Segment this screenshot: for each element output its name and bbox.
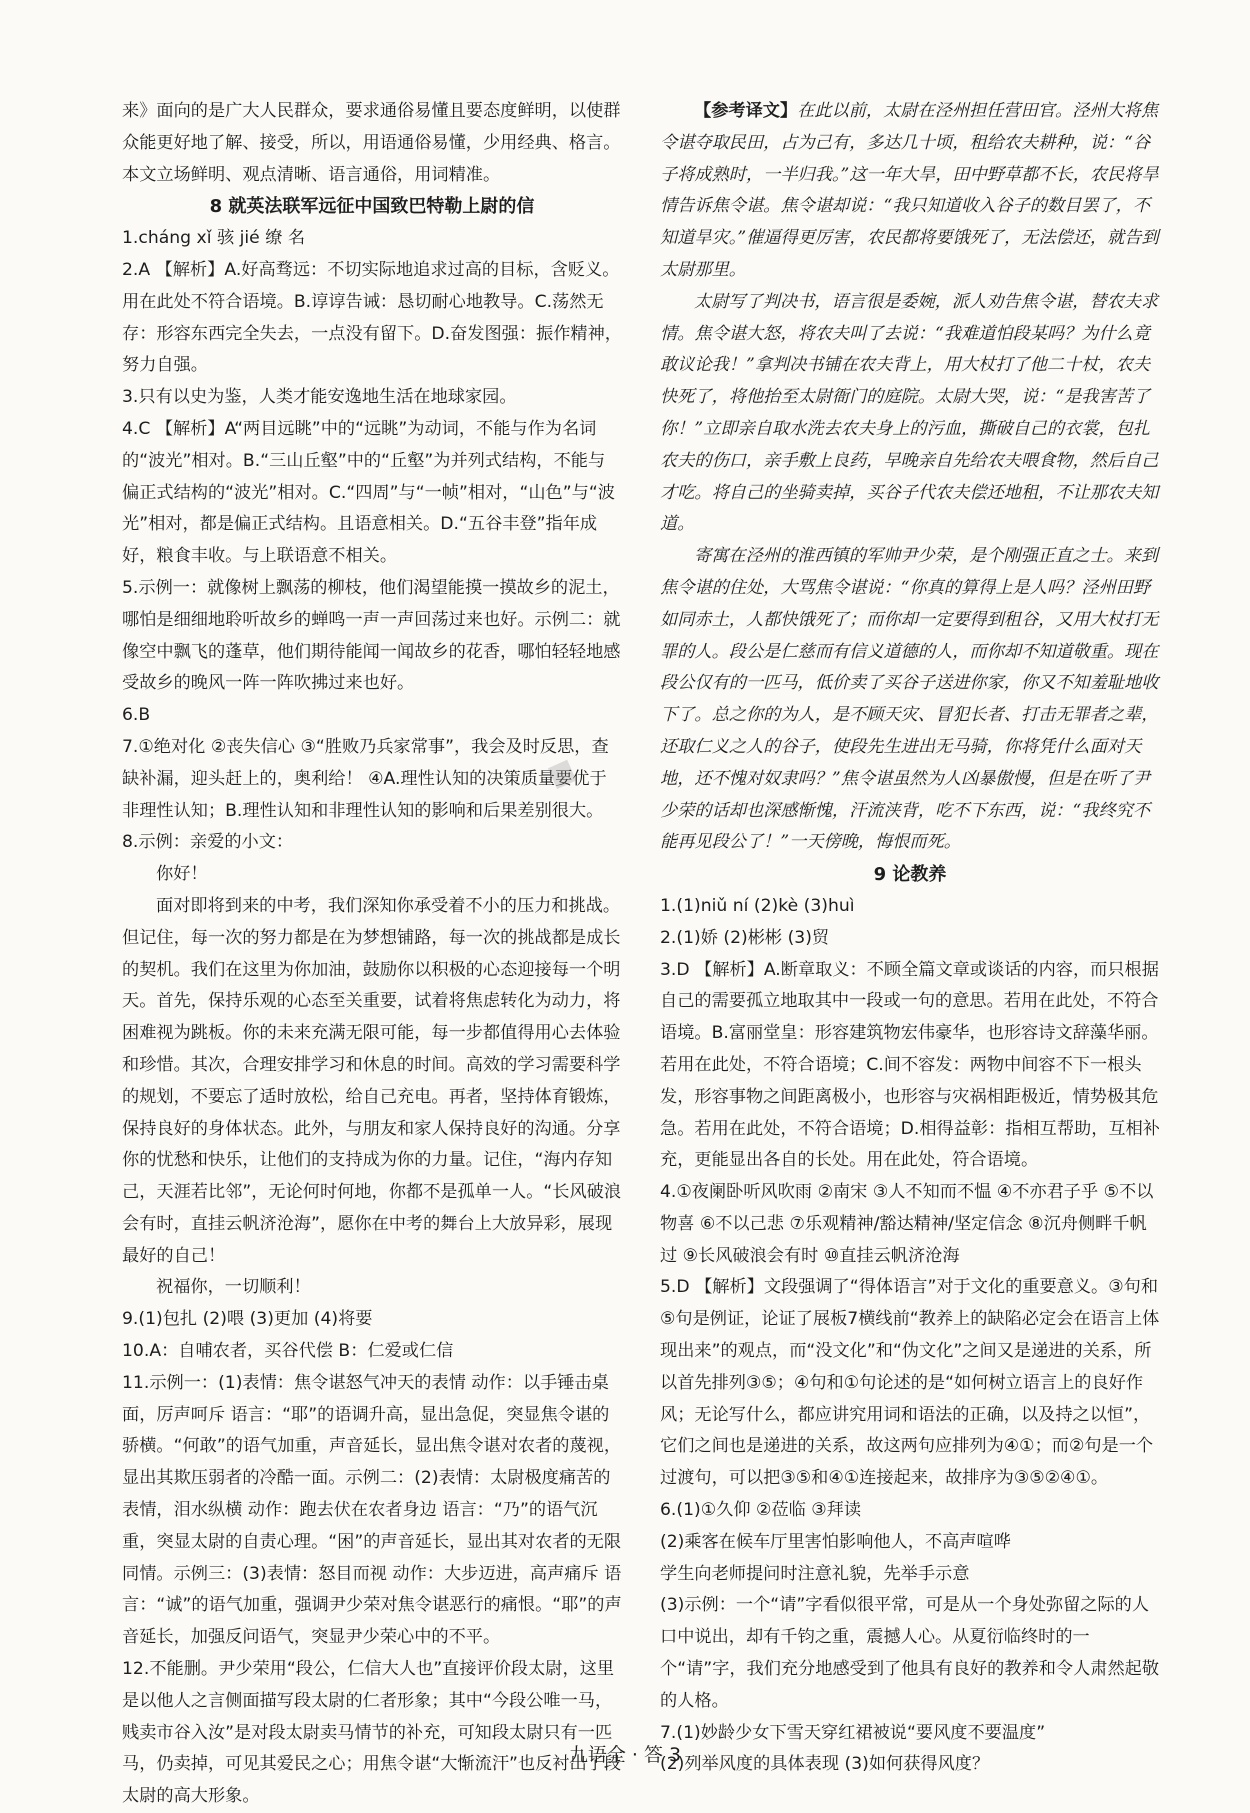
answer-9-2: 2.(1)娇 (2)彬彬 (3)贸: [660, 927, 830, 948]
answer-7: 7.①绝对化 ②丧失信心 ③“胜败乃兵家常事”，我会及时反思，查缺补漏，迎头赶上的，奥利给！ ④A.理性认知的决策质量要优于非理性认知；B.理性认知和非理性认知的影响和后果差别很大。: [122, 736, 609, 821]
answer-4: 4.C 【解析】A“两目远眺”中的“远眺”为动词，不能与作为名词的“波光”相对。B.“三山丘壑”中的“丘壑”为并列式结构，不能与偏正式结构的“波光”相对。C.“四周”与“一帧”相对，“山色”与“波光”相对，都是偏正式结构。且语意相关。D.“五谷丰登”指年成好，粮食丰收。与上联语意不相关。: [122, 418, 615, 567]
translation-paragraph-1: [660, 96, 1160, 287]
letter-closing: 祝福你，一切顺利！: [156, 1277, 311, 1298]
answer-9-6-3: (3)示例：一个“请”字看似很平常，可是从一个身处弥留之际的人口中说出，却有千钧之重，震撼人心。从夏衍临终时的一个“请”字，我们充分地感受到了他具有良好的教养和令人肃然起敬的人格。: [660, 1595, 1160, 1711]
answer-9-4: 4.①夜阑卧听风吹雨 ②南宋 ③人不知而不愠 ④不亦君子乎 ⑤不以物喜 ⑥不以己悲 ⑦乐观精神/豁达精神/坚定信念 ⑧沉舟侧畔千帆过 ⑨长风破浪会有时 ⑩直挂云帆济沧海: [660, 1182, 1154, 1266]
answer-9-6-2a: (2)乘客在候车厅里害怕影响他人，不高声喧哗: [660, 1531, 1011, 1552]
answer-9-5: 5.D 【解析】文段强调了“得体语言”对于文化的重要意义。③句和⑤句是例证，论证了展板7横线前“教养上的缺陷必定会在语言上体现出来”的观点，而“没文化”和“伪文化”之间又是递进的关系，所以首先排列③⑤；④句和①句论述的是“如何树立语言上的良好作风；无论写什么，都应讲究用词和语法的正确，以及持之以恒”，它们之间也是递进的关系，故这两句应排列为④①；而②句是一个过渡句，可以把③⑤和④①连接起来，故排序为③⑤②④①。: [660, 1277, 1160, 1489]
letter-greeting: 你好！: [156, 864, 208, 885]
translation-paragraph-2: 太尉写了判决书，语言很是委婉，派人劝告焦令谌，替农夫求情。焦令谌大怒，将农夫叫了去说：“我难道怕段某吗？为什么竟敢议论我！”拿判决书铺在农夫背上，用大杖打了他二十杖，农夫快死了，将他抬至太尉衙门的庭院。太尉大哭，说：“是我害苦了你！”立即亲自取水洗去农夫身上的污血，撕破自己的衣裳，包扎农夫的伤口，亲手敷上良药，早晚亲自先给农夫喂食物，然后自己才吃。将自己的坐骑卖掉，买谷子代农夫偿还地租，不让那农夫知道。: [660, 291, 1159, 535]
answer-5: 5.示例一：就像树上飘荡的柳枝，他们渴望能摸一摸故乡的泥土，哪怕是细细地聆听故乡的蝉鸣一声一声回荡过来也好。示例二：就像空中飘飞的蓬草，他们期待能闻一闻故乡的花香，哪怕轻轻地感受故乡的晚风一阵一阵吹拂过来也好。: [122, 577, 621, 694]
answer-9-3: 3.D 【解析】A.断章取义：不顾全篇文章或谈话的内容，而只根据自己的需要孤立地取其中一段或一句的意思。若用在此处，不符合语境。B.富丽堂皇：形容建筑物宏伟豪华，也形容诗文辞藻华丽。若用在此处，不符合语境；C.间不容发：两物中间容不下一根头发，形容事物之间距离极小，也形容与灾祸相距极近，情势极其危急。若用在此处，不符合语境；D.相得益彰：指相互帮助，互相补充，更能显出各自的长处。用在此处，符合语境。: [660, 959, 1160, 1171]
answer-9-1: 1.(1)niǔ ní (2)kè (3)huì: [660, 895, 855, 916]
section-8-title: 8 就英法联军远征中国致巴特勒上尉的信: [209, 196, 535, 218]
section-9-title: 9 论教养: [873, 864, 947, 886]
answer-12: 12.不能删。尹少荣用“段公，仁信大人也”直接评价段太尉，这里是以他人之言侧面描写段太尉的仁者形象；其中“今段公唯一马，贱卖市谷入汝”是对段太尉卖马情节的补充，可知段太尉只有一匹马，仍卖掉，可见其爱民之心；用焦令谌“大惭流汗”也反衬出了段太尉的高大形象。: [122, 1659, 622, 1807]
answer-3: 3.只有以史为鉴，人类才能安逸地生活在地球家园。: [122, 387, 517, 408]
answer-1: 1.cháng xǐ 骇 jié 缭 名: [122, 228, 306, 249]
answer-9-7-1: 7.(1)妙龄少女下雪天穿红裙被说“要风度不要温度”: [660, 1722, 1046, 1743]
answer-8-head: 8.示例：亲爱的小文：: [122, 832, 294, 853]
intro-paragraph: 来》面向的是广大人民群众，要求通俗易懂且要态度鲜明，以使群众能更好地了解、接受，所以，用语通俗易懂，少用经典、格言。本文立场鲜明、观点清晰、语言通俗，用词精准。: [122, 101, 621, 185]
answer-6: 6.B: [122, 705, 151, 726]
answer-11: 11.示例一：(1)表情：焦令谌怒气冲天的表情 动作：以手锤击桌面，厉声呵斥 语言：“耶”的语调升高，显出急促，突显焦令谌的骄横。“何敢”的语气加重，声音延长，显出焦令谌对农者的蔑视，显出其欺压弱者的冷酷一面。示例二：(2)表情：太尉极度痛苦的表情，泪水纵横 动作：跑去伏在农者身边 语言：“乃”的语气沉重，突显太尉的自责心理。“困”的声音延长，显出其对农者的无限同情。示例三：(3)表情：怒目而视 动作：大步迈进，高声痛斥 语言：“诚”的语气加重，强调尹少荣对焦令谌恶行的痛恨。“耶”的声音延长，加强反问语气，突显尹少荣心中的不平。: [122, 1372, 622, 1648]
left-column: [122, 96, 622, 1813]
answer-2: 2.A 【解析】A.好高骛远：不切实际地追求过高的目标，含贬义。用在此处不符合语境。B.谆谆告诫：恳切耐心地教导。C.荡然无存：形容东西完全失去，一点没有留下。D.奋发图强：振作精神，努力自强。: [122, 259, 622, 376]
answer-9-7-2: (2)列举风度的具体表现 (3)如何获得风度？: [660, 1754, 990, 1775]
translation-label: 【参考译文】: [694, 101, 798, 121]
answer-9-6-1: 6.(1)①久仰 ②莅临 ③拜读: [660, 1500, 862, 1521]
answer-9: 9.(1)包扎 (2)喂 (3)更加 (4)将要: [122, 1309, 373, 1330]
page-footer: 九语全 · 答 3: [568, 1744, 682, 1766]
watermark-mid: ∙: [513, 702, 612, 849]
translation-text-1: 在此以前，太尉在泾州担任营田官。泾州大将焦令谌夺取民田，占为己有，多达几十顷，租给农夫耕种，说：“谷子将成熟时，一半归我。”这一年大旱，田中野草都不长，农民将旱情告诉焦令谌。焦令谌却说：“我只知道收入谷子的数目罢了，不知道旱灾。”催逼得更厉害，农民都将要饿死了，无法偿还，就告到太尉那里。: [660, 101, 1159, 280]
translation-paragraph-3: 寄寓在泾州的淮西镇的军帅尹少荣，是个刚强正直之士。来到焦令谌的住处，大骂焦令谌说：“你真的算得上是人吗？泾州田野如同赤土，人都快饿死了；而你却一定要得到租谷，又用大杖打无罪的人。段公是仁慈而有信义道德的人，而你却不知道敬重。现在段公仅有的一匹马，低价卖了买谷子送进你家，你又不知羞耻地收下了。总之你的为人，是不顾天灾、冒犯长者、打击无罪者之辈，还取仁义之人的谷子，使段先生进出无马骑，你将凭什么面对天地，还不愧对奴隶吗？”焦令谌虽然为人凶暴傲慢，但是在听了尹少荣的话却也深感惭愧，汗流浃背，吃不下东西，说：“我终究不能再见段公了！”一天傍晚，悔恨而死。: [660, 546, 1159, 853]
answer-9-6-2b: 学生向老师提问时注意礼貌，先举手示意: [660, 1563, 970, 1584]
right-column: [660, 96, 1160, 1781]
letter-body: 面对即将到来的中考，我们深知你承受着不小的压力和挑战。但记住，每一次的努力都是在为梦想铺路，每一次的挑战都是成长的契机。我们在这里为你加油，鼓励你以积极的心态迎接每一个明天。首先，保持乐观的心态至关重要，试着将焦虑转化为动力，将困难视为跳板。你的未来充满无限可能，每一步都值得用心去体验和珍惜。其次，合理安排学习和休息的时间。高效的学习需要科学的规划，不要忘了适时放松，给自己充电。再者，坚持体育锻炼，保持良好的身体状态。此外，与朋友和家人保持良好的沟通。分享你的忧愁和快乐，让他们的支持成为你的力量。记住，“海内存知己，天涯若比邻”，无论何时何地，你都不是孤单一人。“长风破浪会有时，直挂云帆济沧海”，愿你在中考的舞台上大放异彩，展现最好的自己！: [122, 895, 622, 1266]
answer-10: 10.A：自哺农者，买谷代偿 B：仁爱或仁信: [122, 1341, 454, 1362]
